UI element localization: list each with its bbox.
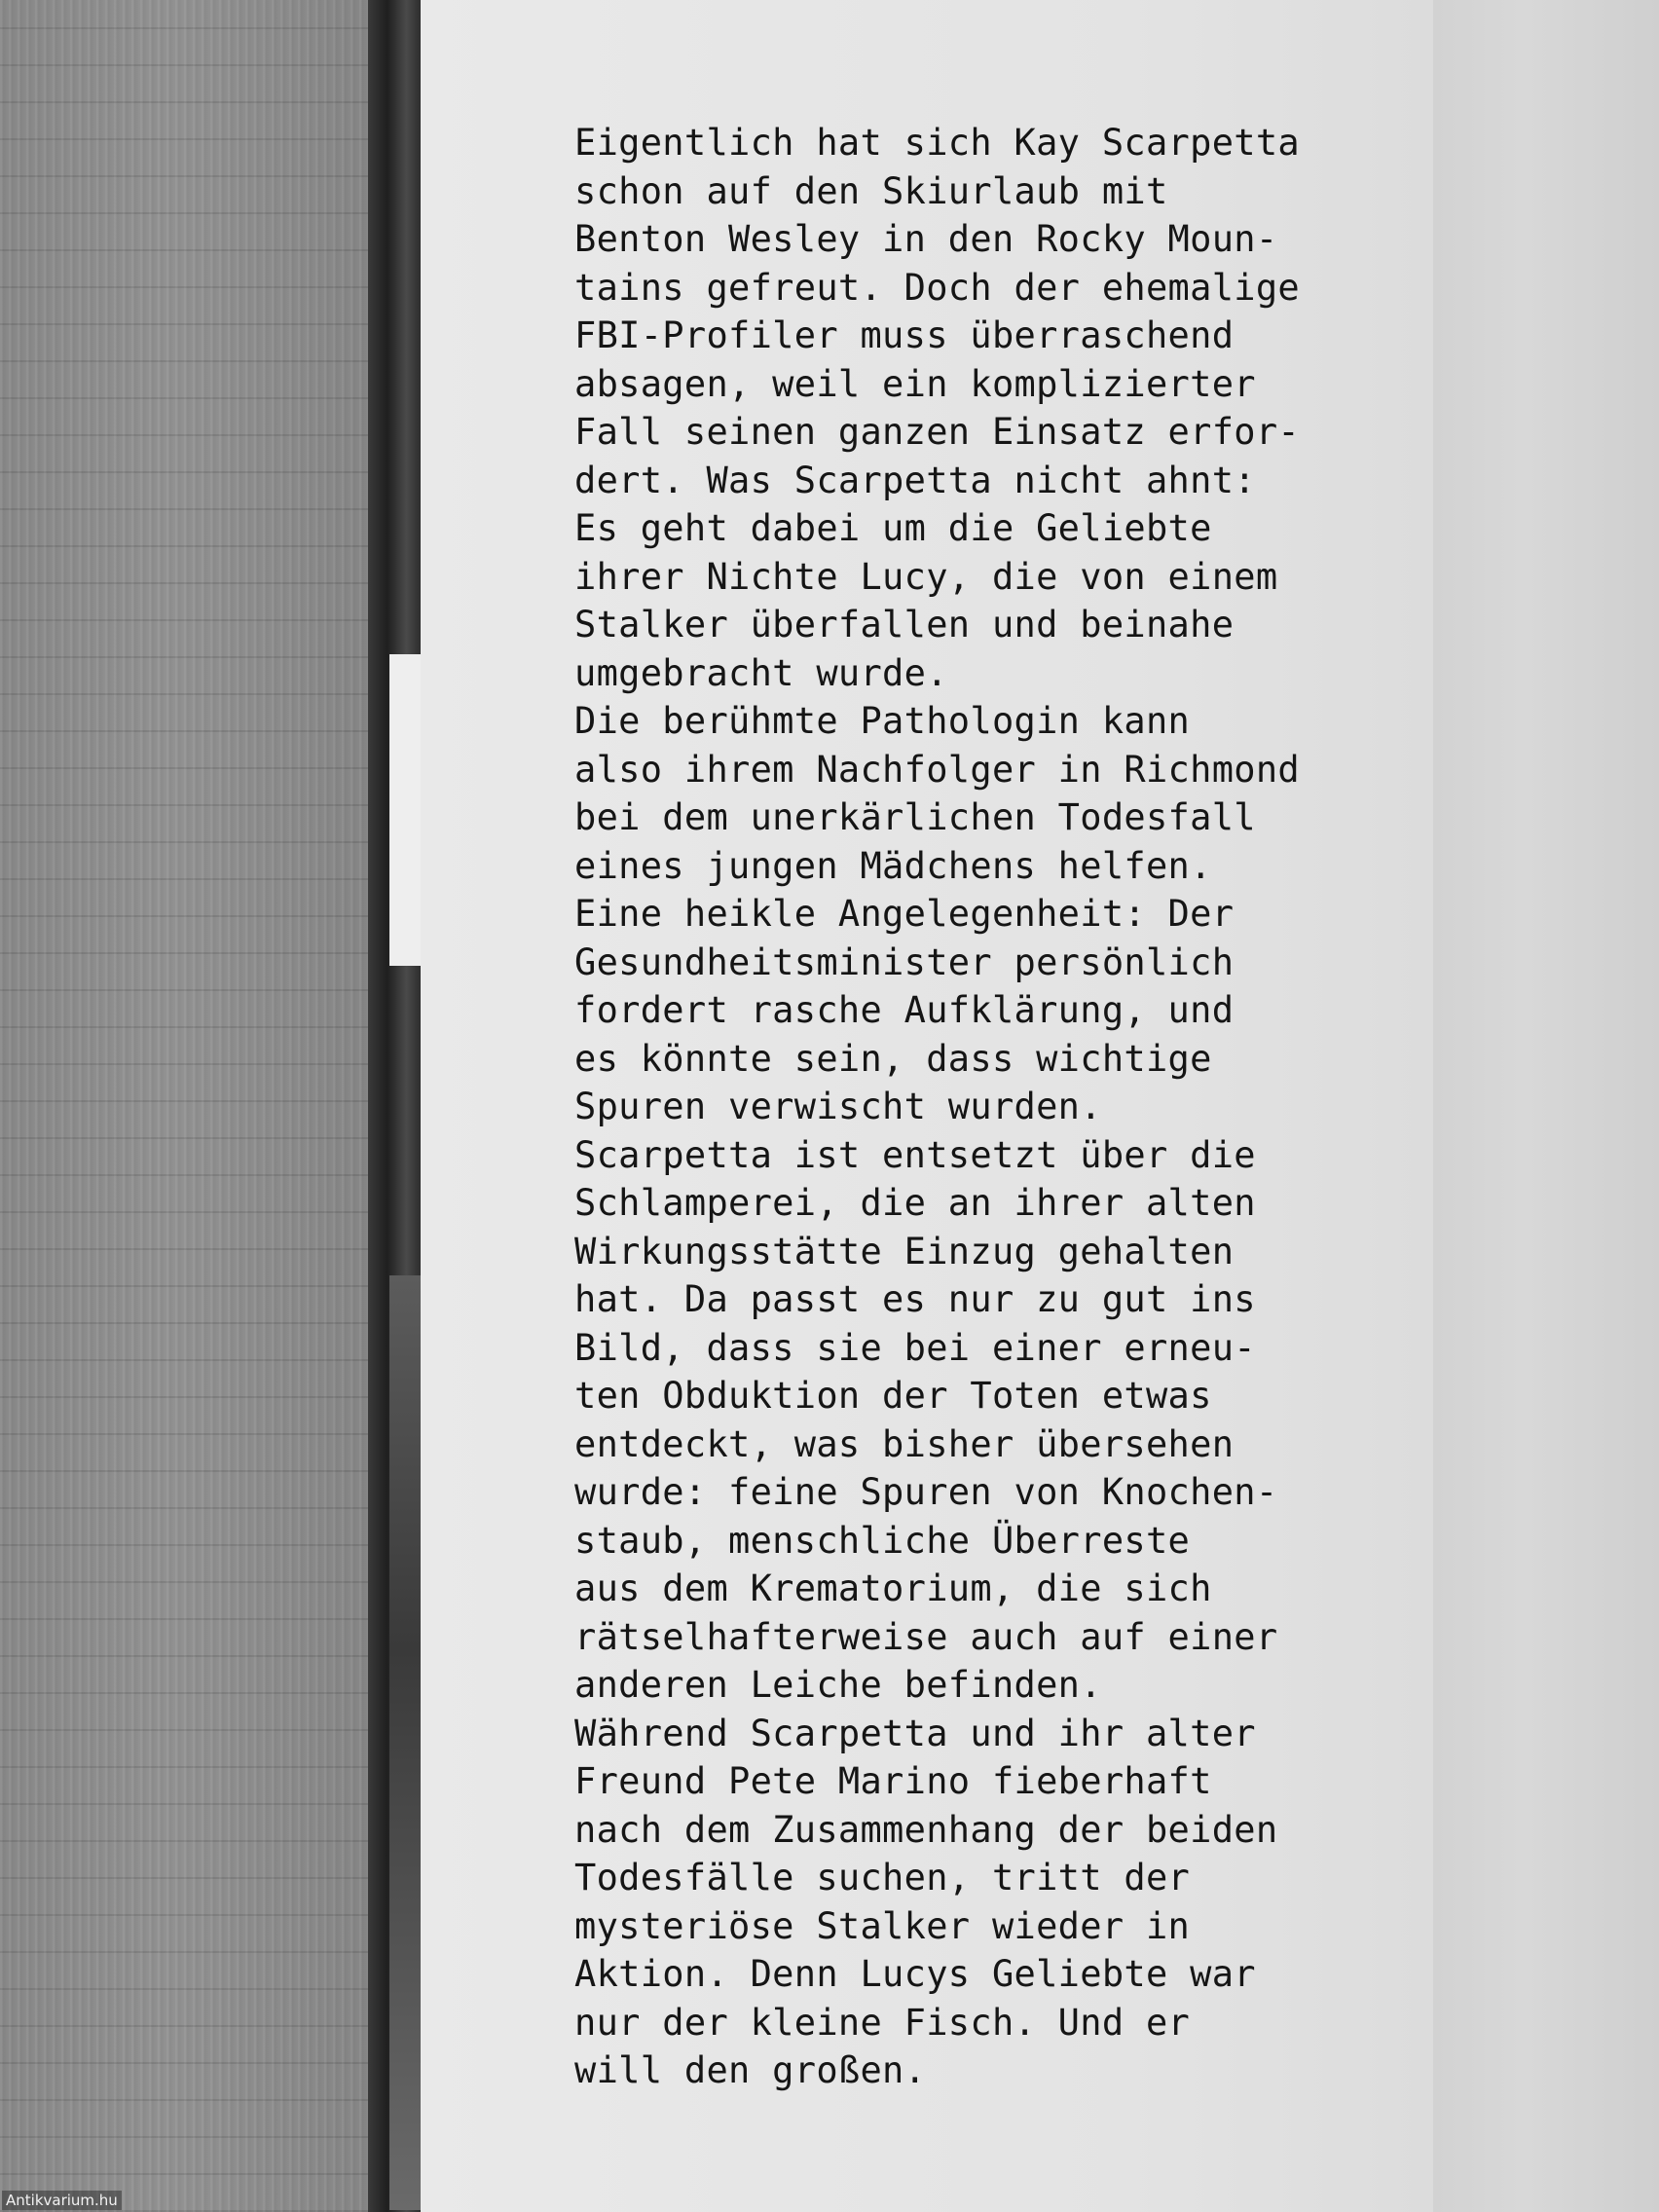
page-edge: [1433, 0, 1659, 2212]
text-line: absagen, weil ein komplizierter: [574, 362, 1256, 405]
spine-highlight: [389, 654, 423, 966]
wooden-surface: [0, 0, 387, 2212]
text-line: Schlamperei, die an ihrer alten: [574, 1182, 1256, 1224]
text-line: will den großen.: [574, 2049, 927, 2091]
text-line: Fall seinen ganzen Einsatz erfor-: [574, 411, 1301, 453]
text-line: wurde: feine Spuren von Knochen-: [574, 1471, 1278, 1513]
text-line: tains gefreut. Doch der ehemalige: [574, 266, 1301, 309]
text-line: umgebracht wurde.: [574, 651, 948, 694]
text-line: Bild, dass sie bei einer erneu-: [574, 1326, 1256, 1369]
text-line: Es geht dabei um die Geliebte: [574, 507, 1212, 549]
text-line: also ihrem Nachfolger in Richmond: [574, 748, 1301, 791]
text-line: staub, menschliche Überreste: [574, 1519, 1191, 1562]
text-line: Todesfälle suchen, tritt der: [574, 1857, 1191, 1899]
text-line: Scarpetta ist entsetzt über die: [574, 1133, 1256, 1176]
text-line: fordert rasche Aufklärung, und: [574, 989, 1235, 1031]
text-line: Gesundheitsminister persönlich: [574, 940, 1235, 983]
text-line: eines jungen Mädchens helfen.: [574, 844, 1212, 887]
text-line: Stalker überfallen und beinahe: [574, 604, 1235, 645]
spine-shadow: [389, 1275, 423, 2210]
text-line: Eine heikle Angelegenheit: Der: [574, 893, 1235, 935]
text-line: FBI-Profiler muss überraschend: [574, 314, 1235, 356]
text-line: Aktion. Denn Lucys Geliebte war: [574, 1953, 1256, 1995]
text-line: mysteriöse Stalker wieder in: [574, 1904, 1191, 1947]
text-line: Spuren verwischt wurden.: [574, 1086, 1102, 1127]
text-line: entdeckt, was bisher übersehen: [574, 1422, 1235, 1465]
text-line: Eigentlich hat sich Kay Scarpetta: [574, 122, 1301, 164]
text-line: rätselhafterweise auch auf einer: [574, 1615, 1278, 1658]
text-line: es könnte sein, dass wichtige: [574, 1037, 1212, 1080]
text-line: Wirkungsstätte Einzug gehalten: [574, 1230, 1235, 1272]
text-line: aus dem Krematorium, die sich: [574, 1567, 1212, 1609]
text-line: Freund Pete Marino fieberhaft: [574, 1760, 1212, 1802]
text-line: dert. Was Scarpetta nicht ahnt:: [574, 459, 1256, 501]
text-line: ten Obduktion der Toten etwas: [574, 1375, 1212, 1417]
text-line: bei dem unerkärlichen Todesfall: [574, 796, 1256, 838]
text-line: Die berühmte Pathologin kann: [574, 700, 1191, 742]
text-line: hat. Da passt es nur zu gut ins: [574, 1278, 1256, 1320]
text-line: schon auf den Skiurlaub mit: [574, 169, 1168, 212]
blurb-text: [574, 119, 1382, 2095]
text-line: anderen Leiche befinden.: [574, 1664, 1102, 1706]
text-line: ihrer Nichte Lucy, die von einem: [574, 555, 1278, 598]
text-line: Benton Wesley in den Rocky Moun-: [574, 218, 1278, 260]
watermark: Antikvarium.hu: [2, 2191, 122, 2210]
text-line: nach dem Zusammenhang der beiden: [574, 1808, 1278, 1851]
text-line: Während Scarpetta und ihr alter: [574, 1712, 1256, 1754]
text-line: nur der kleine Fisch. Und er: [574, 2001, 1191, 2044]
